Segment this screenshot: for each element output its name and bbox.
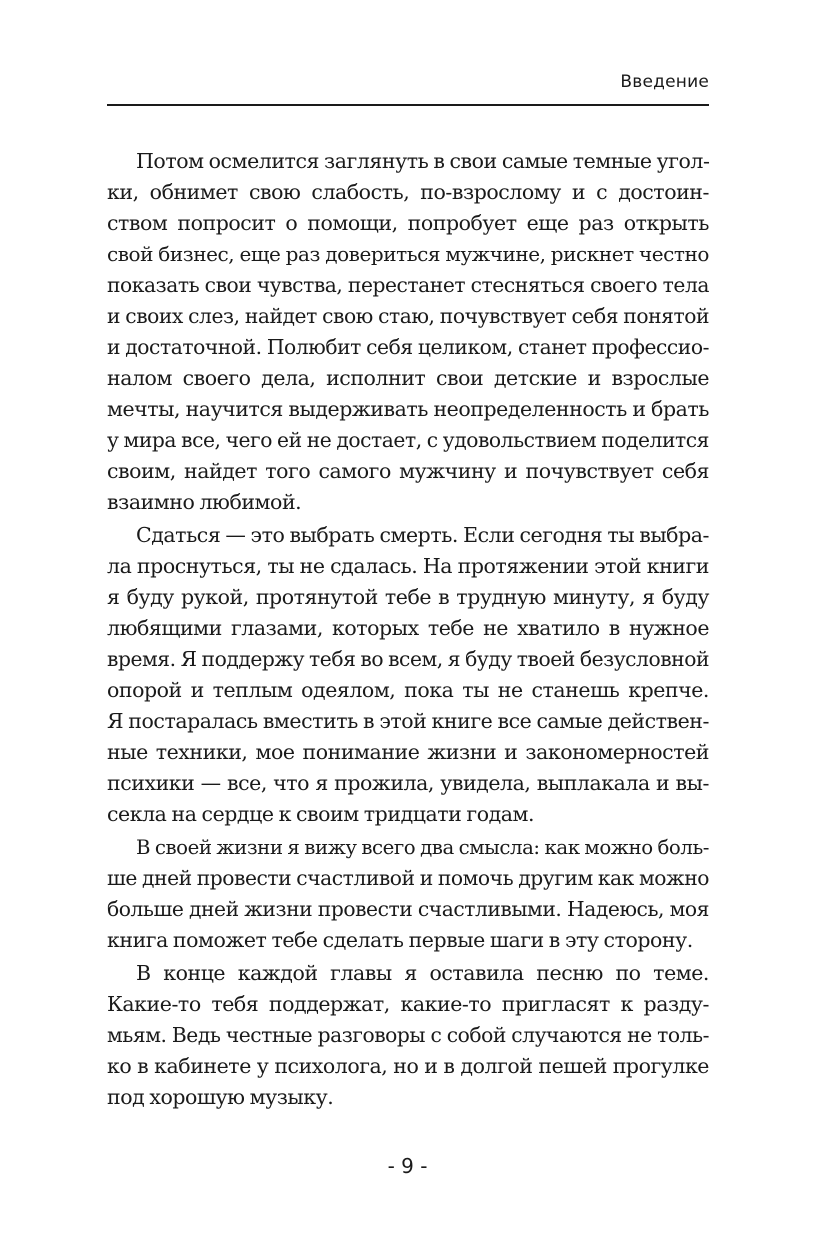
paragraph — [107, 832, 709, 956]
text-line: ством попросит о помощи, попробует еще раз открыть — [107, 211, 709, 235]
text-line: Я постаралась вместить в этой книге все самые действен- — [107, 709, 709, 733]
text-line: время. Я поддержу тебя во всем, я буду твоей безусловной — [107, 647, 709, 671]
text-line: Потом осмелится заглянуть в свои самые темные угол- — [136, 149, 710, 173]
text-line: любящими глазами, которых тебе не хватило в нужное — [107, 616, 709, 640]
text-line: больше дней жизни провести счастливыми. Надеюсь, моя — [107, 897, 709, 921]
text-line: взаимно любимой. — [107, 490, 302, 514]
text-line: ше дней провести счастливой и помочь другим как можно — [107, 866, 709, 890]
text-line: Сдаться — это выбрать смерть. Если сегодня ты выбра- — [136, 523, 709, 547]
page-number: - 9 - — [387, 1154, 428, 1178]
text-line: показать свои чувства, перестанет стесняться своего тела — [107, 273, 709, 297]
text-line: ные техники, мое понимание жизни и закономерностей — [107, 740, 709, 764]
text-line: мечты, научится выдерживать неопределенность и брать — [107, 397, 709, 421]
text-line: секла на сердце к своим тридцати годам. — [107, 802, 535, 826]
text-line: В своей жизни я вижу всего два смысла: как можно боль- — [136, 836, 709, 859]
text-line: у мира все, чего ей не достает, с удовольствием поделится — [107, 428, 709, 452]
paragraph — [107, 146, 709, 518]
text-line: ко в кабинете у психолога, но и в долгой пешей прогулке — [107, 1054, 709, 1078]
text-line: и достаточной. Полюбит себя целиком, станет профессио- — [107, 335, 709, 359]
header-rule — [107, 104, 709, 106]
text-line: опорой и теплым одеялом, пока ты не станешь крепче. — [107, 678, 709, 702]
body-text — [107, 146, 709, 1113]
running-header-chapter-title: Введение — [620, 72, 709, 92]
text-line: ла проснуться, ты не сдалась. На протяжении этой книги — [107, 554, 709, 578]
text-line: под хорошую музыку. — [107, 1085, 334, 1109]
paragraph — [107, 520, 709, 830]
text-line: мьям. Ведь честные разговоры с собой случаются не толь- — [107, 1023, 709, 1047]
text-line: своим, найдет того самого мужчину и почувствует себя — [107, 459, 709, 483]
text-line: книга поможет тебе сделать первые шаги в эту сторону. — [107, 928, 693, 952]
text-line: В конце каждой главы я оставила песню по теме. — [136, 961, 709, 985]
text-line: ки, обнимет свою слабость, по-взрослому и с достоин- — [107, 180, 709, 204]
text-line: и своих слез, найдет свою стаю, почувствует себя понятой — [107, 304, 709, 328]
text-line: психики — все, что я прожила, увидела, выплакала и вы- — [107, 771, 709, 795]
text-line: свой бизнес, еще раз довериться мужчине, рискнет честно — [107, 242, 709, 266]
paragraph — [107, 958, 709, 1113]
text-line: налом своего дела, исполнит свои детские и взрослые — [107, 366, 709, 390]
text-line: я буду рукой, протянутой тебе в трудную минуту, я буду — [107, 585, 709, 609]
text-line: Какие-то тебя поддержат, какие-то пригласят к разду- — [107, 992, 709, 1016]
